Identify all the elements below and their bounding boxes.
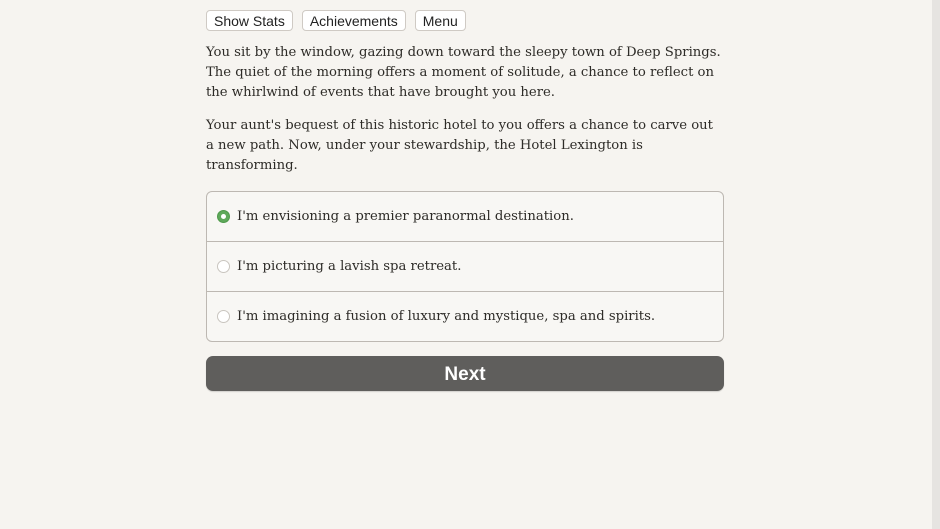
achievements-button[interactable]: Achievements (302, 10, 406, 31)
choice-option-fusion[interactable] (207, 291, 723, 341)
choice-list (206, 191, 724, 342)
radio-unselected-icon[interactable] (217, 310, 230, 323)
story-paragraph-1: You sit by the window, gazing down toward the sleepy town of Deep Springs. The quiet of the morning offers a moment of solitude, a chance to reflect on the whirlwind of events that have brought you here. (206, 45, 721, 100)
radio-unselected-icon[interactable] (217, 260, 230, 273)
choice-label: I'm picturing a lavish spa retreat. (237, 259, 462, 274)
menu-button[interactable]: Menu (415, 10, 466, 31)
scrollbar[interactable] (932, 0, 940, 529)
choice-option-paranormal[interactable] (207, 192, 723, 241)
choice-label: I'm envisioning a premier paranormal destination. (237, 209, 574, 224)
next-button[interactable]: Next (206, 356, 724, 391)
choice-option-spa[interactable] (207, 241, 723, 291)
radio-selected-icon[interactable] (217, 210, 230, 223)
game-panel (206, 10, 724, 391)
show-stats-button[interactable]: Show Stats (206, 10, 293, 31)
choice-label: I'm imagining a fusion of luxury and mystique, spa and spirits. (237, 309, 656, 324)
top-toolbar (206, 10, 724, 32)
story-paragraph-2: Your aunt's bequest of this historic hotel to you offers a chance to carve out a new path. Now, under your stewardship, the Hotel Lexington is transforming. (206, 118, 713, 173)
